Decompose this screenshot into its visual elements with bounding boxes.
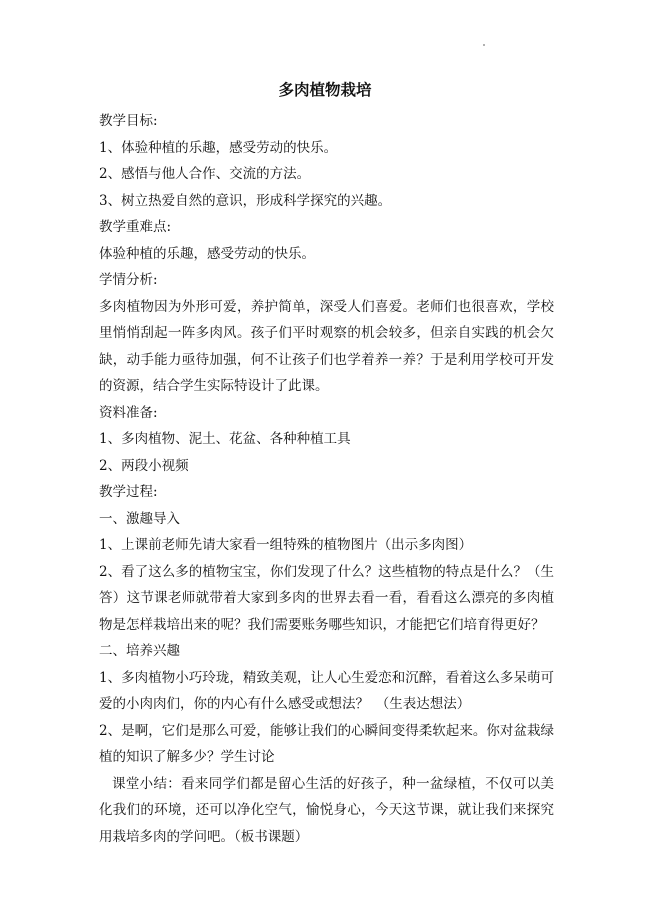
process-step: 2、是啊，它们是那么可爱，能够让我们的心瞬间变得柔软起来。你对盆栽绿植的知识了解多少？学生讨论 bbox=[99, 722, 554, 765]
section-heading-learner-analysis: 学情分析: bbox=[99, 272, 158, 288]
process-subheading: 二、培养兴趣 bbox=[99, 643, 180, 659]
section-heading-objectives: 教学目标: bbox=[99, 113, 158, 129]
section-heading-key-points: 教学重难点: bbox=[99, 219, 172, 235]
process-step: 2、看了这么多的植物宝宝，你们发现了什么？这些植物的特点是什么？（生答）这节课老师就带着大家到多肉的世界去看一看，看看这么漂亮的多肉植物是怎样栽培出来的呢？我们需要账务哪些知识，才能把它们培育得更好？ bbox=[99, 563, 554, 633]
objective-item: 3、树立热爱自然的意识，形成科学探究的兴趣。 bbox=[99, 192, 392, 209]
process-step: 1、多肉植物小巧玲珑，精致美观，让人心生爱恋和沉醉，看着这么多呆萌可爱的小肉肉们，你的内心有什么感受或想法？ （生表达想法） bbox=[99, 669, 554, 712]
key-points-text: 体验种植的乐趣，感受劳动的快乐。 bbox=[99, 245, 315, 262]
learner-analysis-text: 多肉植物因为外形可爱，养护简单，深受人们喜爱。老师们也很喜欢，学校里悄悄刮起一阵多肉风。孩子们平时观察的机会较多，但亲自实践的机会欠缺，动手能力亟待加强，何不让孩子们也学着养一养？于是利用学校可开发的资源，结合学生实际特设计了此课。 bbox=[99, 298, 554, 394]
process-subheading: 一、激趣导入 bbox=[99, 510, 180, 527]
objective-item: 1、体验种植的乐趣，感受劳动的快乐。 bbox=[99, 139, 338, 156]
process-step: 1、上课前老师先请大家看一组特殊的植物图片（出示多肉图） bbox=[99, 537, 473, 553]
document-body bbox=[99, 108, 554, 850]
objective-item: 2、感悟与他人合作、交流的方法。 bbox=[99, 166, 311, 182]
corner-dot bbox=[483, 44, 485, 46]
section-heading-process: 教学过程: bbox=[99, 484, 158, 500]
materials-item: 2、两段小视频 bbox=[99, 457, 189, 474]
lesson-summary: 课堂小结：看来同学们都是留心生活的好孩子，种一盆绿植，不仅可以美化我们的环境，还可以净化空气，愉悦身心，今天这节课，就让我们来探究用栽培多肉的学问吧。（板书课题） bbox=[99, 775, 554, 845]
document-title: 多肉植物栽培 bbox=[278, 81, 372, 99]
section-heading-materials: 资料准备: bbox=[99, 404, 158, 421]
materials-item: 1、多肉植物、泥土、花盆、各种种植工具 bbox=[99, 431, 351, 447]
